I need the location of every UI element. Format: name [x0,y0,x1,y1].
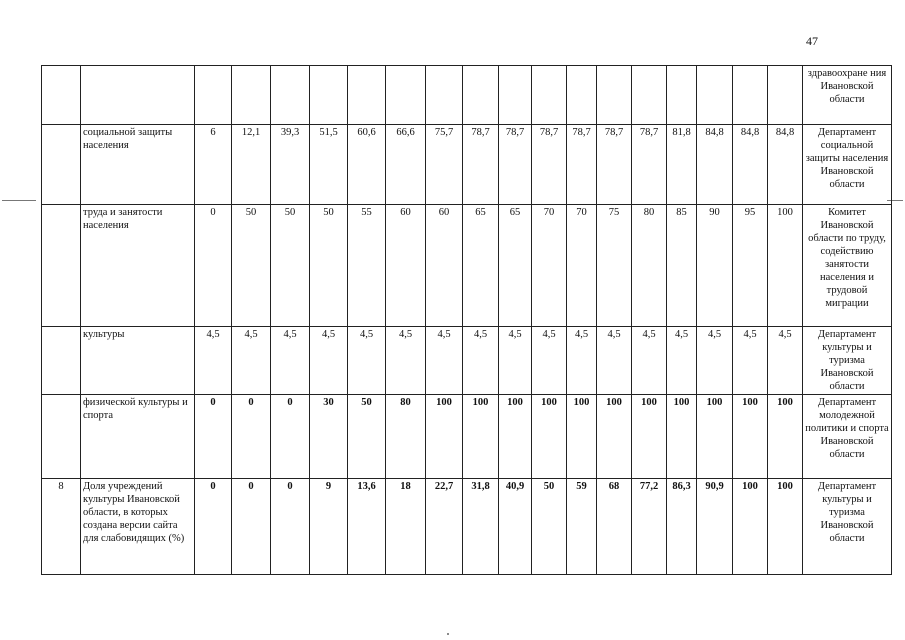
value-cell: 90,9 [697,479,733,575]
indicator-table [41,65,892,575]
value-cell [567,66,597,125]
value-cell: 6 [195,125,232,205]
value-cell: 4,5 [733,327,768,395]
value-cell: 4,5 [499,327,532,395]
value-cell: 100 [768,395,803,479]
responsible-agency: Департамент молодежной политики и спорта Ивановской области [803,395,892,479]
table-row [42,479,892,575]
value-cell: 4,5 [310,327,348,395]
value-cell: 4,5 [667,327,697,395]
value-cell: 100 [463,395,499,479]
value-cell: 4,5 [232,327,271,395]
value-cell: 31,8 [463,479,499,575]
value-cell: 75,7 [426,125,463,205]
value-cell: 84,8 [768,125,803,205]
value-cell: 50 [232,205,271,327]
value-cell [667,66,697,125]
value-cell: 4,5 [426,327,463,395]
indicator-name: Доля учреждений культуры Ивановской области, в которых создана версии сайта для слабовидящих (%) [81,479,195,575]
value-cell: 4,5 [271,327,310,395]
value-cell: 78,7 [632,125,667,205]
value-cell: 4,5 [532,327,567,395]
value-cell [271,66,310,125]
value-cell: 78,7 [567,125,597,205]
value-cell: 60 [386,205,426,327]
value-cell [499,66,532,125]
value-cell: 77,2 [632,479,667,575]
responsible-agency: Департамент культуры и туризма Ивановской области [803,479,892,575]
value-cell: 50 [532,479,567,575]
value-cell [348,66,386,125]
indicator-name [81,66,195,125]
value-cell: 100 [499,395,532,479]
value-cell [310,66,348,125]
table-row [42,327,892,395]
value-cell: 9 [310,479,348,575]
value-cell [195,66,232,125]
value-cell [697,66,733,125]
row-number [42,66,81,125]
value-cell: 55 [348,205,386,327]
value-cell: 4,5 [567,327,597,395]
value-cell: 100 [426,395,463,479]
value-cell: 65 [463,205,499,327]
value-cell: 4,5 [463,327,499,395]
value-cell [232,66,271,125]
responsible-agency: здравоохране ния Ивановской области [803,66,892,125]
value-cell: 50 [348,395,386,479]
value-cell [532,66,567,125]
value-cell: 59 [567,479,597,575]
value-cell: 4,5 [597,327,632,395]
value-cell: 100 [532,395,567,479]
value-cell: 0 [232,395,271,479]
row-number [42,395,81,479]
value-cell: 50 [310,205,348,327]
value-cell: 0 [232,479,271,575]
value-cell: 85 [667,205,697,327]
indicator-name: труда и занятости населения [81,205,195,327]
row-number [42,205,81,327]
value-cell: 0 [271,395,310,479]
value-cell: 4,5 [697,327,733,395]
responsible-agency: Департамент социальной защиты населения Ивановской области [803,125,892,205]
value-cell: 70 [532,205,567,327]
value-cell: 18 [386,479,426,575]
value-cell: 100 [597,395,632,479]
value-cell: 95 [733,205,768,327]
value-cell: 80 [386,395,426,479]
value-cell: 40,9 [499,479,532,575]
value-cell: 0 [195,479,232,575]
value-cell [597,66,632,125]
indicator-name: культуры [81,327,195,395]
responsible-agency: Департамент культуры и туризма Ивановской области [803,327,892,395]
scan-margin-line-left [2,200,36,201]
value-cell: 100 [697,395,733,479]
value-cell: 90 [697,205,733,327]
page-number: 47 [806,34,818,48]
value-cell: 100 [768,205,803,327]
value-cell: 12,1 [232,125,271,205]
value-cell: 4,5 [348,327,386,395]
value-cell [733,66,768,125]
value-cell [426,66,463,125]
value-cell: 78,7 [532,125,567,205]
value-cell: 0 [195,205,232,327]
value-cell: 39,3 [271,125,310,205]
value-cell: 86,3 [667,479,697,575]
row-number: 8 [42,479,81,575]
table-body [42,66,892,575]
table-row [42,395,892,479]
value-cell: 78,7 [463,125,499,205]
value-cell: 100 [567,395,597,479]
value-cell: 78,7 [597,125,632,205]
value-cell: 78,7 [499,125,532,205]
value-cell [632,66,667,125]
value-cell: 0 [195,395,232,479]
value-cell: 4,5 [195,327,232,395]
value-cell: 4,5 [768,327,803,395]
responsible-agency: Комитет Ивановской области по труду, содействию занятости населения и трудовой миграции [803,205,892,327]
value-cell: 22,7 [426,479,463,575]
value-cell: 100 [733,479,768,575]
value-cell: 50 [271,205,310,327]
value-cell [386,66,426,125]
value-cell: 84,8 [697,125,733,205]
value-cell: 100 [632,395,667,479]
value-cell: 13,6 [348,479,386,575]
value-cell: 30 [310,395,348,479]
value-cell: 100 [768,479,803,575]
indicator-name: социальной защиты населения [81,125,195,205]
scan-speck [447,633,449,635]
value-cell: 60,6 [348,125,386,205]
row-number [42,125,81,205]
value-cell: 100 [733,395,768,479]
value-cell: 4,5 [386,327,426,395]
row-number [42,327,81,395]
value-cell: 60 [426,205,463,327]
value-cell: 100 [667,395,697,479]
value-cell: 0 [271,479,310,575]
table-row [42,125,892,205]
value-cell: 51,5 [310,125,348,205]
value-cell [768,66,803,125]
indicator-name: физической культуры и спорта [81,395,195,479]
value-cell: 68 [597,479,632,575]
value-cell: 75 [597,205,632,327]
value-cell: 4,5 [632,327,667,395]
value-cell: 81,8 [667,125,697,205]
value-cell: 66,6 [386,125,426,205]
value-cell [463,66,499,125]
value-cell: 70 [567,205,597,327]
value-cell: 65 [499,205,532,327]
value-cell: 84,8 [733,125,768,205]
value-cell: 80 [632,205,667,327]
table-row [42,205,892,327]
table-row [42,66,892,125]
